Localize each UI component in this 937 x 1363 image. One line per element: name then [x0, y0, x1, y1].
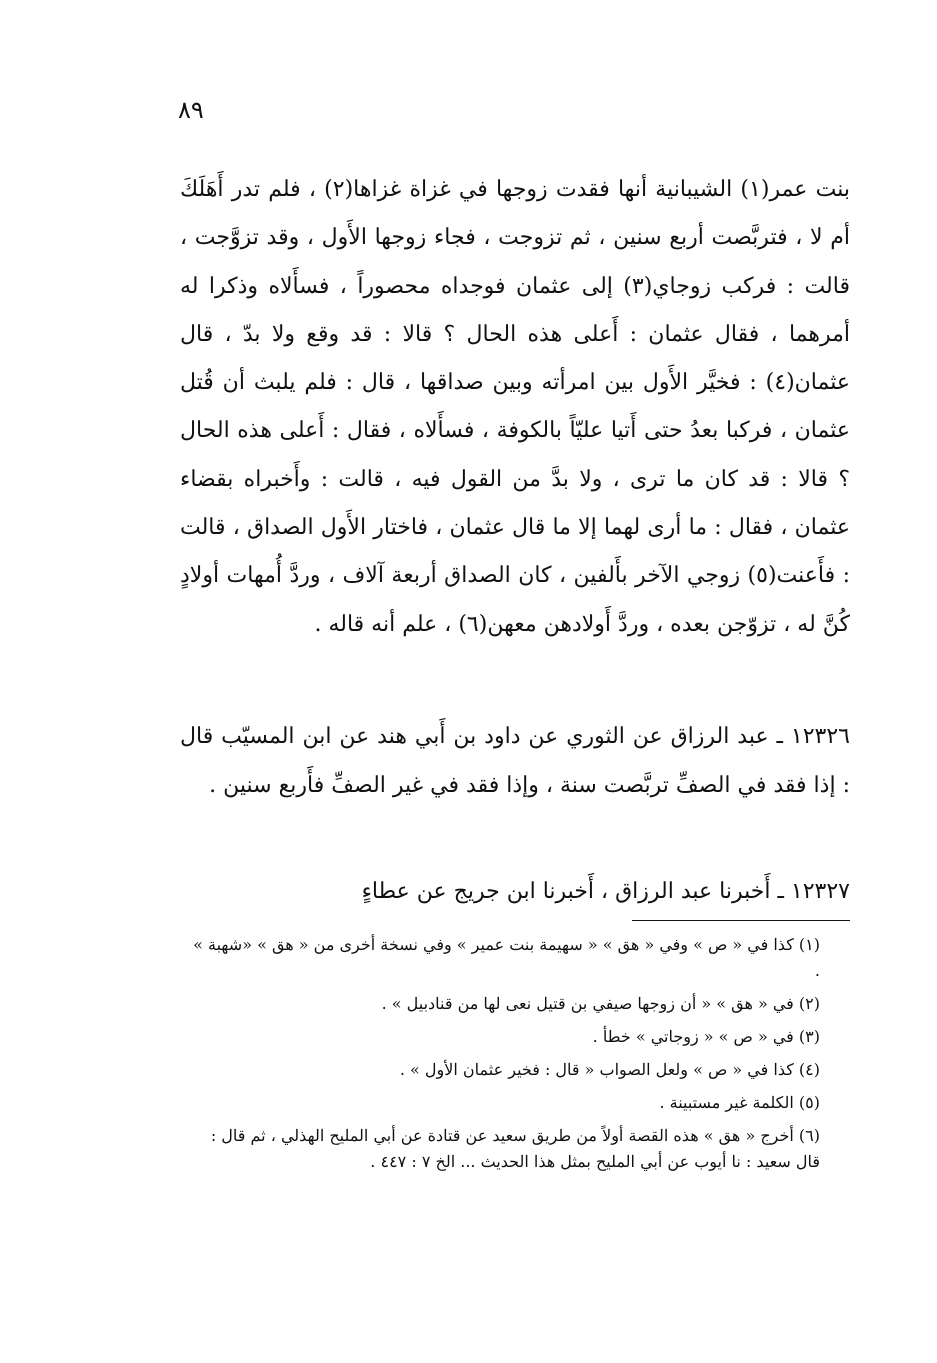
- footnote-2: (٢) في « هق » « أن زوجها صيفي بن قتيل نعى لها من قنادبيل » .: [381, 994, 820, 1013]
- footnote-5: (٥) الكلمة غير مستبينة .: [659, 1093, 820, 1112]
- main-paragraph: بنت عمر(١) الشيبانية أنها فقدت زوجها في غزاة غزاها(٢) ، فلم تدر أَهَلَكَ أم لا ، فتربَّصت أربع سنين ، ثم تزوجت ، فجاء زوجها الأَول ، وقد تزوَّجت ، قالت : فركب زوجاي(٣) إلى عثمان فوجداه محصوراً ، فسأَلاه وذكرا له أمرهما ، فقال عثمان : أَعلى هذه الحال ؟ قالا : قد وقع ولا بدّ ، قال عثمان(٤) : فخيَّر الأَول بين امرأته وبين صداقها ، قال : فلم يلبث أن قُتل عثمان ، فركبا بعدُ حتى أَتيا عليّاً بالكوفة ، فسأَلاه ، فقال : أَعلى هذه الحال ؟ قالا : قد كان ما ترى ، ولا بدَّ من القول فيه ، قالت : وأَخبراه بقضاء عثمان ، فقال : ما أرى لهما إلا ما قال عثمان ، فاختار الأَول الصداق ، قالت : فأَعنت(٥) زوجي الآخر بأَلفين ، كان الصداق أربعة آلاف ، وردَّ أُمهات أولادٍ كُنَّ له ، تزوّجن بعده ، وردَّ أَولادهن معهن(٦) ، علم أنه قاله .: [180, 177, 851, 637]
- hadith-12327: ١٢٣٢٧ ـ أَخبرنا عبد الرزاق ، أَخبرنا ابن جريج عن عطاءٍ: [361, 879, 850, 904]
- footnote-3: (٣) في « ص » « زوجاتي » خطأ .: [592, 1027, 820, 1046]
- hadith-12326: ١٢٣٢٦ ـ عبد الرزاق عن الثوري عن داود بن أَبي هند عن ابن المسيّب قال : إذا فقد في الصفِّ تربَّصت سنة ، وإذا فقد في غير الصفِّ فأَربع سنين .: [180, 724, 850, 798]
- footnote-1: (١) كذا في « ص » وفي « هق » « سهيمة بنت عمير » وفي نسخة أخرى من « هق » «شهبة » .: [193, 935, 820, 980]
- footnote-6: (٦) أخرج « هق » هذه القصة أولاً من طريق سعيد عن قتادة عن أبي المليح الهذلي ، ثم قال : قال سعيد : نا أيوب عن أبي المليح بمثل هذا الحديث ... الخ ٧ : ٤٤٧ .: [210, 1126, 820, 1171]
- footnote-4: (٤) كذا في « ص » ولعل الصواب « قال : فخير عثمان الأول » .: [399, 1060, 820, 1079]
- footnote-divider: [632, 920, 850, 921]
- footnotes: [185, 932, 850, 1182]
- page-number: ٨٩: [178, 98, 204, 124]
